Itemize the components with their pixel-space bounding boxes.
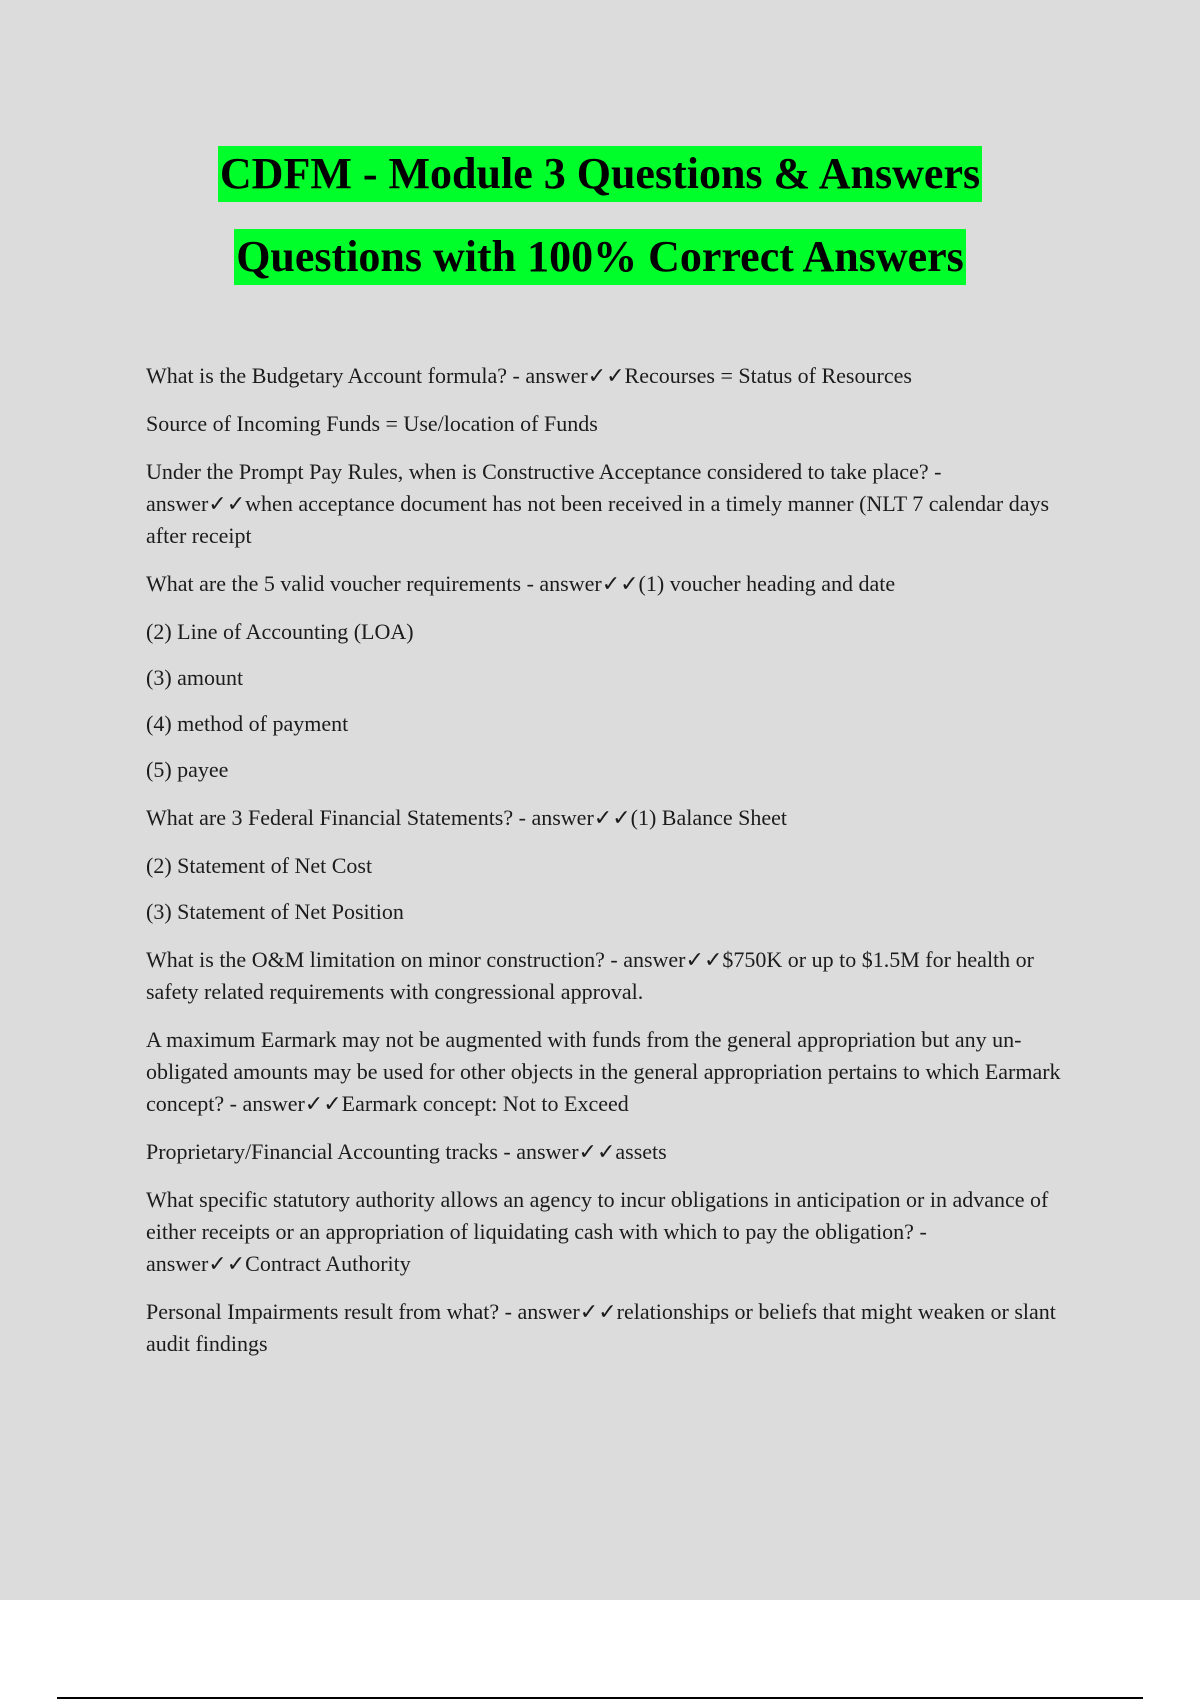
title-line-2: Questions with 100% Correct Answers [234, 229, 966, 285]
qa-paragraph: Source of Incoming Funds = Use/location of Funds [146, 411, 598, 436]
qa-paragraph: Under the Prompt Pay Rules, when is Constructive Acceptance considered to take place? - answer✓✓when acceptance document has not been received in a timely manner (NLT 7 calendar days after receipt [146, 459, 1050, 548]
qa-paragraph: (3) amount [146, 665, 244, 690]
qa-paragraph: (2) Statement of Net Cost [146, 853, 373, 878]
qa-paragraph: Personal Impairments result from what? - answer✓✓relationships or beliefs that might weaken or slant audit findings [146, 1299, 1056, 1356]
qa-paragraph: (4) method of payment [146, 711, 349, 736]
document-title [0, 146, 1200, 285]
qa-paragraph: What specific statutory authority allows an agency to incur obligations in anticipation or in advance of either receipts or an appropriation of liquidating cash with which to pay the obligation? - answer✓✓Contract Authority [146, 1187, 1049, 1276]
bottom-rule [57, 1697, 1143, 1699]
qa-paragraph: Proprietary/Financial Accounting tracks - answer✓✓assets [146, 1139, 667, 1164]
qa-paragraph: What are the 5 valid voucher requirements - answer✓✓(1) voucher heading and date [146, 571, 896, 596]
qa-paragraph: (5) payee [146, 757, 229, 782]
qa-paragraph: A maximum Earmark may not be augmented with funds from the general appropriation but any un-obligated amounts may be used for other objects in the general appropriation pertains to which Earmark concept? - answer✓✓Earmark concept: Not to Exceed [146, 1027, 1061, 1116]
qa-paragraph: What is the O&M limitation on minor construction? - answer✓✓$750K or up to $1.5M for health or safety related requirements with congressional approval. [146, 947, 1034, 1004]
qa-paragraph: What is the Budgetary Account formula? - answer✓✓Recourses = Status of Resources [146, 363, 912, 388]
qa-paragraph: (3) Statement of Net Position [146, 899, 404, 924]
qa-paragraph: (2) Line of Accounting (LOA) [146, 619, 414, 644]
title-line-1: CDFM - Module 3 Questions & Answers [218, 146, 982, 202]
qa-list [146, 360, 1086, 1376]
qa-paragraph: What are 3 Federal Financial Statements? - answer✓✓(1) Balance Sheet [146, 805, 788, 830]
